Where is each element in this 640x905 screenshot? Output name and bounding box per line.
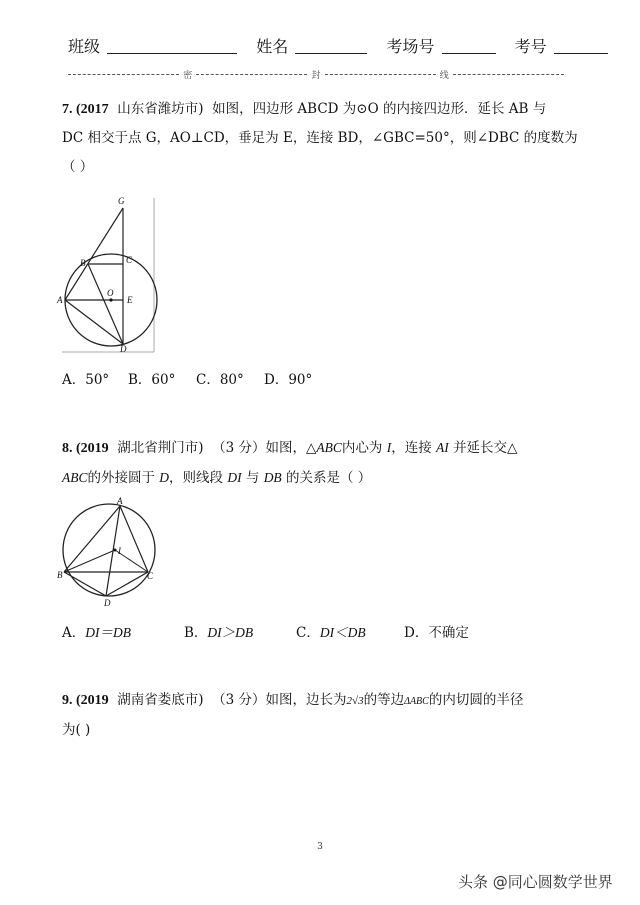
q8-var-ai: AI [436,440,449,455]
q8-option-b[interactable]: B．DI＞DB [184,625,254,641]
q9-math-tri: ΔABC [404,696,429,707]
seal-char-1: 密 [183,71,193,81]
q9-number: 9. (2019 [62,693,109,708]
q8-text-b: 内心为 [341,440,383,456]
class-field[interactable] [107,39,237,54]
q8-text-d: 并延长交△ [453,440,518,456]
q8-option-a[interactable]: A．DI＝DB [62,625,131,641]
watermark: 头条 @同心圆数学世界 [458,873,613,891]
q8-label-a: A [117,496,123,506]
q8-text-a: 如图，△ [265,440,317,456]
q8-var-abc: ABC [316,440,342,455]
q7-number: 7. (2017 [62,102,109,117]
q8-source: 湖北省荆门市) [117,440,204,456]
page-number: 3 [317,842,323,852]
seal-line [68,68,564,81]
q8-score: （3 分） [212,440,266,456]
q8-text-c: ，连接 [391,440,432,456]
q8-var-abc2: ABC [62,470,88,485]
q7-text-line2: DC 相交于点 G，AO⊥CD，垂足为 E，连接 BD，∠GBC=50°，则∠DBC 的度数为 [62,130,578,146]
seal-char-2: 封 [311,71,321,81]
q7-option-d[interactable]: D．90° [264,372,313,388]
q7-label-o: O [107,288,114,298]
q7-label-d: D [120,344,127,354]
q8-var-di: DI [227,470,242,485]
q9-text-a: 如图，边长为 [265,692,347,708]
question-7 [62,95,582,182]
q7-blank: （ ） [62,159,94,175]
exam-no-label: 考号 [514,37,547,56]
question-9 [62,686,602,745]
q8-var-db: DB [263,470,282,485]
q9-text-c: 的内切圆的半径 [428,692,524,708]
q7-option-c[interactable]: C．80° [196,372,244,388]
q8-label-c: C [147,571,154,581]
q8-label-d: D [104,598,111,608]
q7-text-line1: 如图，四边形 ABCD 为⊙O 的内接四边形．延长 AB 与 [212,101,547,117]
q7-figure [56,192,160,356]
name-label: 姓名 [256,37,289,56]
q8-text-h: 的关系是（ ） [285,470,372,486]
q8-options [62,621,469,641]
q7-option-a[interactable]: A．50° [62,372,110,388]
q9-text-line2: 为( ) [62,722,91,738]
seal-char-3: 线 [439,71,449,81]
q7-options [62,368,312,388]
q7-label-e: E [127,295,133,305]
q8-text-g: 与 [245,470,260,486]
room-label: 考场号 [386,37,435,56]
q7-source: 山东省潍坊市) [117,101,204,117]
q8-var-i: I [386,440,392,455]
q8-option-d[interactable]: D．不确定 [404,625,469,641]
q8-text-e: 的外接圆于 [87,470,155,486]
q8-option-c[interactable]: C．DI＜DB [296,625,366,641]
q9-math-side: 2√3 [346,695,364,707]
q8-circle [63,504,155,596]
q7-label-b: B [80,258,86,268]
q7-label-g: G [118,196,125,206]
q7-label-c: C [126,255,133,265]
exam-no-field[interactable] [554,39,608,54]
room-field[interactable] [442,39,496,54]
q8-label-i: I [118,546,121,556]
q8-number: 8. (2019 [62,441,109,456]
q8-text-f: ，则线段 [169,470,224,486]
q7-option-b[interactable]: B．60° [128,372,176,388]
name-field[interactable] [295,39,367,54]
q9-score: （3 分） [212,692,266,708]
q9-text-b: 的等边 [363,692,405,708]
class-label: 班级 [68,37,101,56]
q7-label-a: A [57,295,63,305]
question-8 [62,433,602,493]
q9-source: 湖南省娄底市) [117,692,204,708]
q8-figure [56,494,164,608]
q8-label-b: B [57,570,63,580]
q8-var-d: D [159,470,170,485]
student-info-header [68,34,622,57]
